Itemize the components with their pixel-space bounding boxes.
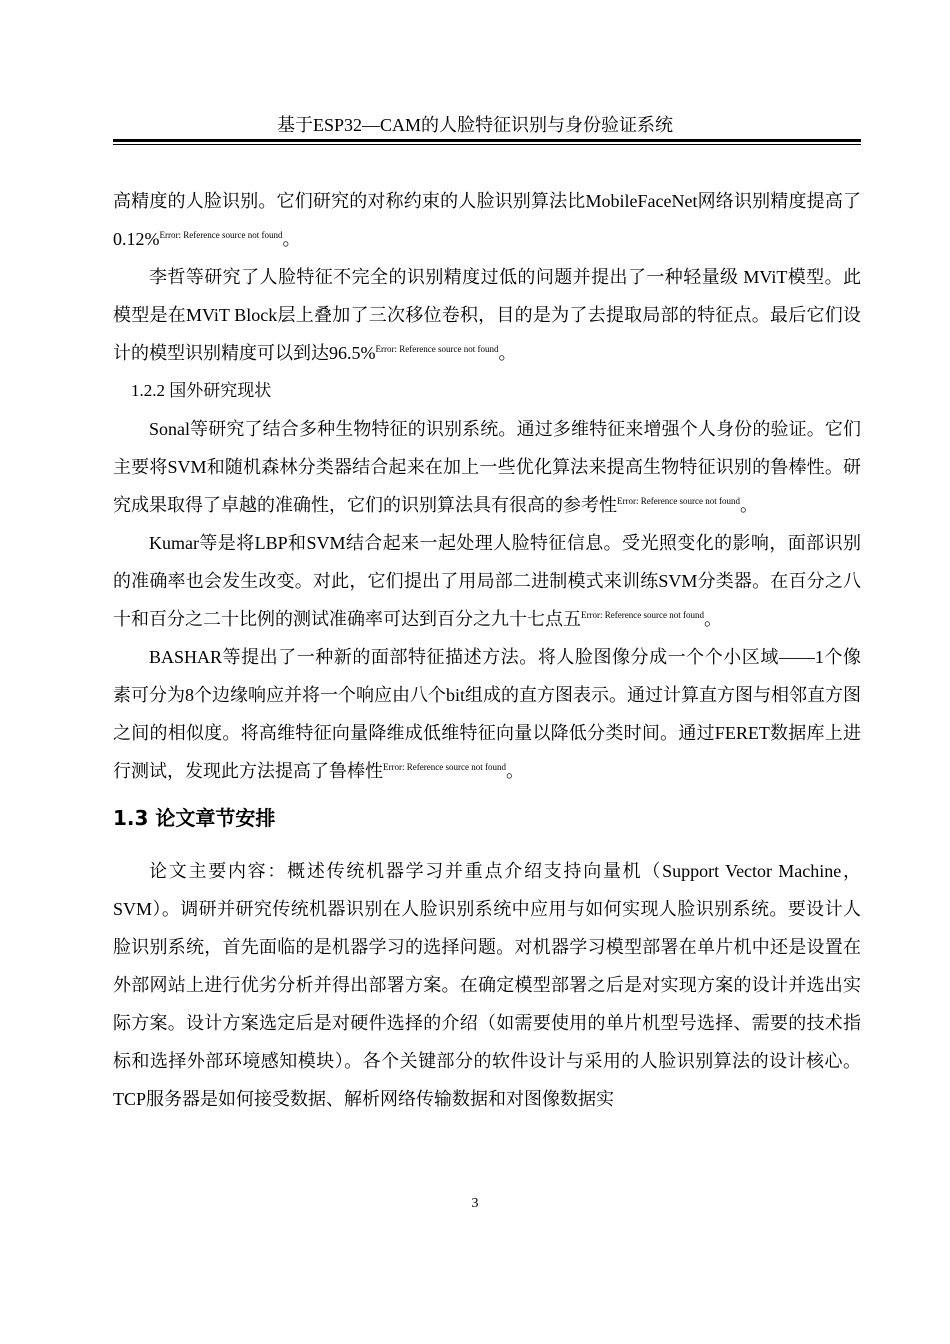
header-rule-thin [113,144,861,145]
subsection-heading: 1.2.2 国外研究现状 [131,381,272,400]
paragraph-2 [113,258,861,372]
period: 。 [703,609,722,629]
paragraph-1 [113,182,861,258]
citation-error: Error: Reference source not found [375,344,499,354]
citation-error: Error: Reference source not found [383,762,506,772]
paragraph-4 [113,524,861,638]
paragraph-3-text: Sonal等研究了结合多种生物特征的识别系统。通过多维特征来增强个人身份的验证。它们主要将SVM和随机森林分类器结合起来在加上一些优化算法来提高生物特征识别的鲁棒性。研究成果取得了卓越的准确性，它们的识别算法具有很高的参考性 [113,419,861,515]
running-header: 基于ESP32—CAM的人脸特征识别与身份验证系统 [276,115,674,135]
page-body [113,182,861,1118]
header-rule-thick [113,139,861,142]
paragraph-4-text: Kumar等是将LBP和SVM结合起来一起处理人脸特征信息。受光照变化的影响，面部识别的准确率也会发生改变。对此，它们提出了用局部二进制模式来训练SVM分类器。在百分之八十和百分之二十比例的测试准确率可达到百分之九十七点五 [113,533,861,629]
section-heading: 1.3 论文章节安排 [113,806,276,830]
citation-error: Error: Reference source not found [617,496,740,506]
paragraph-2-text: 李哲等研究了人脸特征不完全的识别精度过低的问题并提出了一种轻量级 MViT模型。此模型是在MViT Block层上叠加了三次移位卷积，目的是为了去提取局部的特征点。最后它们设计的模型识别精度可以到达96.5% [113,267,861,363]
citation-error: Error: Reference source not found [581,610,704,620]
page-number: 3 [471,1196,479,1211]
paragraph-5-text: BASHAR等提出了一种新的面部特征描述方法。将人脸图像分成一个个小区域——1个像素可分为8个边缘响应并将一个响应由八个bit组成的直方图表示。通过计算直方图与相邻直方图之间的相似度。将高维特征向量降维成低维特征向量以降低分类时间。通过FERET数据库上进行测试，发现此方法提高了鲁棒性 [113,647,861,781]
paragraph-6: 论文主要内容：概述传统机器学习并重点介绍支持向量机（Support Vector Machine，SVM）。调研并研究传统机器识别在人脸识别系统中应用与如何实现人脸识别系统。要设计人脸识别系统，首先面临的是机器学习的选择问题。对机器学习模型部署在单片机中还是设置在外部网站上进行优劣分析并得出部署方案。在确定模型部署之后是对实现方案的设计并选出实际方案。设计方案选定后是对硬件选择的介绍（如需要使用的单片机型号选择、需要的技术指标和选择外部环境感知模块）。各个关键部分的软件设计与采用的人脸识别算法的设计核心。TCP服务器是如何接受数据、解析网络传输数据和对图像数据实 [113,861,861,1109]
paragraph-5 [113,638,861,790]
paragraph-3 [113,410,861,524]
citation-error: Error: Reference source not found [159,230,283,240]
period: 。 [505,761,524,781]
period: 。 [498,343,517,363]
period: 。 [739,495,758,515]
paragraph-1-text: 高精度的人脸识别。它们研究的对称约束的人脸识别算法比MobileFaceNet网络识别精度提高了0.12% [113,191,861,249]
period: 。 [282,229,301,249]
